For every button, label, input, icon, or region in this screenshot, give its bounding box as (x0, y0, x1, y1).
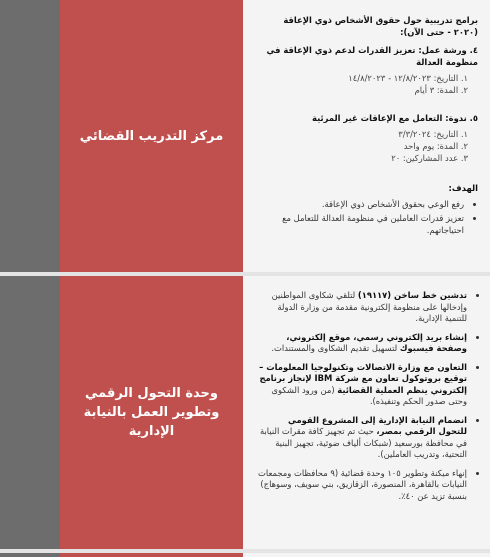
goal-item: • تعزيز قدرات العاملين في منظومة العدالة للتعامل مع احتياجاتهم. (257, 212, 464, 236)
section-label-cell (60, 0, 243, 272)
next-row-start (0, 553, 490, 557)
section-judicial-training (0, 0, 490, 272)
initiative-list (257, 290, 478, 502)
initiative-bold: إنشاء بريد إلكتروني رسمي، موقع إلكتروني، وصفحة فيسبوك (286, 331, 467, 353)
seminar-title: ٥. ندوة: التعامل مع الإعاقات غير المرئية (311, 113, 478, 123)
side-strip (0, 276, 60, 549)
section-content (243, 0, 490, 272)
initiative-item (257, 332, 467, 355)
section-label-cell (60, 276, 243, 549)
initiative-item (257, 415, 467, 461)
seminar-participants: ٣. عدد المشاركين: ٢٠ (391, 153, 468, 163)
side-strip (0, 553, 60, 557)
program-title: برامج تدريبية حول حقوق الأشخاص ذوي الإعاقة (٢٠٢٠ - حتى الآن): (283, 15, 478, 37)
initiative-bold: التعاون مع وزارة الاتصالات وتكنولوجيا المعلومات – توقيع بروتوكول تعاون مع شركة IBM لإنجاز برنامج إلكتروني ينظم العملية القضائية (259, 361, 467, 395)
side-strip (0, 0, 60, 272)
workshop-title: ٤. ورشة عمل: تعزيز القدرات لدعم ذوي الإعاقة في منظومة العدالة (266, 45, 478, 67)
goal-heading: الهدف: (448, 183, 478, 193)
goal-item: • رفع الوعي بحقوق الأشخاص ذوي الإعاقة. (257, 198, 464, 210)
section-label: مركز التدريب القضائي (79, 128, 224, 144)
goal-list (257, 198, 478, 236)
initiative-text: (من ورود الشكوى وحتى صدور الحكم وتنفيذه). (271, 384, 467, 406)
initiative-item (257, 290, 467, 325)
section-digital-transformation (0, 276, 490, 549)
initiative-item (257, 468, 467, 503)
initiative-bold: تدشين خط ساخن (١٩١١٧) (357, 290, 467, 300)
initiative-bold: انضمام النيابة الإدارية إلى المشروع القومي للتحول الرقمي بمصر، (287, 414, 467, 436)
seminar-date: ١. التاريخ: ٣/٣/٢٠٢٤ (398, 129, 468, 139)
initiative-text: إنهاء ميكنة وتطوير ١٠٥ وحدة قضائية (٩ محافظات ومجمعات النيابات بالقاهرة، المنصورة، الزقازيق، بني سويف، وسوهاج) بنسبة تزيد عن ٤٠٪. (258, 467, 467, 501)
initiative-text: لتسهيل تقديم الشكاوى والمستندات. (271, 343, 400, 353)
workshop-duration: ٢. المدة: ٣ أيام (414, 85, 468, 95)
initiative-item (257, 362, 467, 408)
section-content (243, 276, 490, 549)
section-content (243, 553, 490, 557)
section-label: وحدة التحول الرقمي وتطوير العمل بالنيابة الإدارية (83, 386, 220, 439)
section-label-cell (60, 553, 243, 557)
workshop-date: ١. التاريخ: ١٢/٨/٢٠٢٣ - ١٤/٨/٢٠٢٣ (348, 73, 468, 83)
initiative-text: لتلقي شكاوى المواطنين وإدخالها على منظومة إلكترونية مقدمة من وزارة الدولة للتنمية الإدارية. (271, 290, 467, 323)
initiative-text: حيث تم تجهيز كافة مقرات النيابة في محافظة بورسعيد (شبكات ألياف ضوئية، تجهيز البنية التحتية، وتدريب العاملين). (259, 426, 467, 459)
seminar-duration: ٢. المدة: يوم واحد (403, 141, 468, 151)
